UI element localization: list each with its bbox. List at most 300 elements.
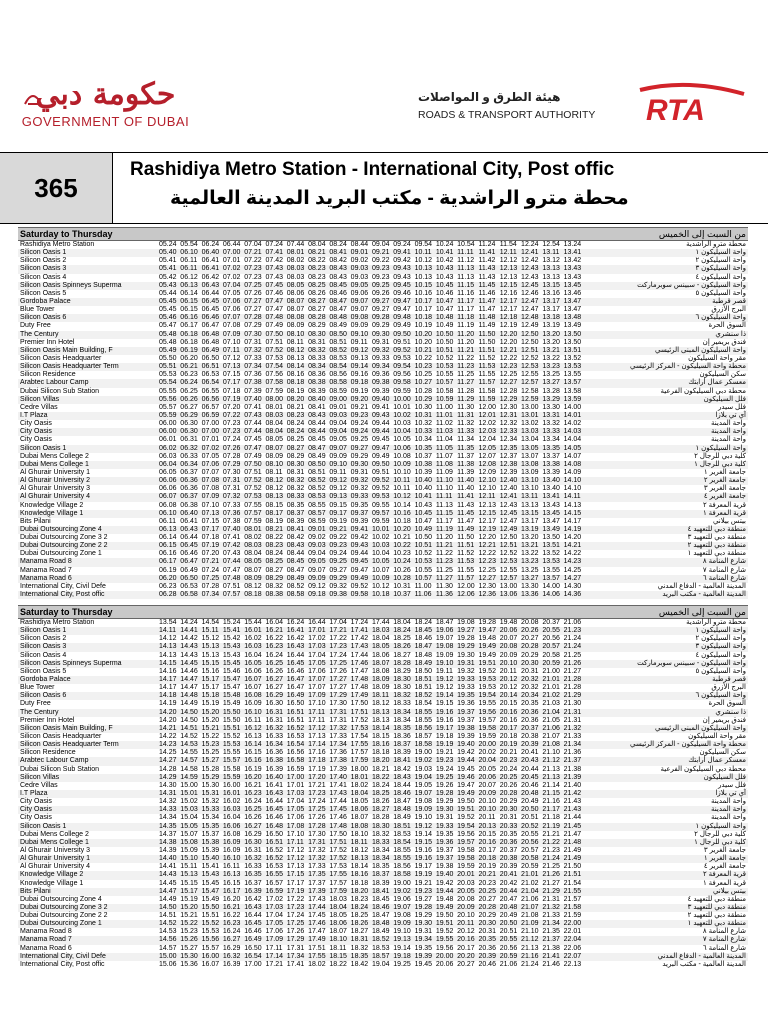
departure-time: 10.03 xyxy=(393,420,411,428)
departure-time: 19.21 xyxy=(414,879,433,887)
departure-time: 13.50 xyxy=(563,338,582,346)
departure-time: 20.59 xyxy=(521,863,539,871)
departure-time: 08.42 xyxy=(329,257,347,265)
departure-time: 08.03 xyxy=(265,411,284,419)
departure-time: 05.47 xyxy=(159,322,177,330)
departure-time: 09.41 xyxy=(393,249,411,257)
departure-time: 18.24 xyxy=(371,781,390,789)
table-row xyxy=(18,583,748,591)
departure-time: 06.11 xyxy=(159,517,176,525)
departure-time: 07.52 xyxy=(244,485,262,493)
departure-time: 19.12 xyxy=(414,822,433,830)
departure-time: 18.56 xyxy=(393,863,411,871)
departure-time: 18.37 xyxy=(371,871,390,879)
departure-time: 18.06 xyxy=(350,806,369,814)
departure-time: 15.43 xyxy=(201,871,220,879)
departure-time: 19.53 xyxy=(478,684,496,692)
departure-time: 18.49 xyxy=(414,659,433,667)
departure-times xyxy=(159,388,585,396)
departure-time: 19.31 xyxy=(435,814,454,822)
departure-times xyxy=(159,290,585,298)
departure-time: 21.40 xyxy=(563,781,582,789)
departure-time: 17.52 xyxy=(350,716,369,724)
departure-time: 17.30 xyxy=(308,830,326,838)
departure-time: 13.45 xyxy=(542,509,560,517)
departure-time: 11.13 xyxy=(435,501,453,509)
departure-time: 16.05 xyxy=(244,659,262,667)
table-row xyxy=(18,331,748,339)
departure-time: 07.28 xyxy=(244,314,262,322)
departure-time: 21.38 xyxy=(542,944,560,952)
departure-time: 17.23 xyxy=(286,903,305,911)
departure-time: 08.59 xyxy=(308,517,326,525)
departure-time: 08.46 xyxy=(329,289,347,297)
departure-time: 19.36 xyxy=(435,838,454,846)
departure-time: 12.45 xyxy=(499,509,518,517)
departure-time: 21.24 xyxy=(542,855,560,863)
departure-time: 13.37 xyxy=(542,452,560,460)
table-row xyxy=(18,355,748,363)
departure-time: 14.25 xyxy=(159,749,177,757)
departure-time: 17.50 xyxy=(329,830,347,838)
departure-time: 09.42 xyxy=(393,257,411,265)
departure-time: 08.49 xyxy=(329,322,347,330)
departure-time: 19.40 xyxy=(457,741,475,749)
departure-time: 11.47 xyxy=(478,297,496,305)
departure-time: 07.06 xyxy=(222,306,241,314)
departure-time: 09.00 xyxy=(329,395,347,403)
departure-time: 08.15 xyxy=(265,501,284,509)
departure-time: 08.12 xyxy=(286,346,305,354)
departure-time: 19.16 xyxy=(414,855,433,863)
departure-time: 06.44 xyxy=(222,241,241,248)
stop-name-arabic: واحة السيليكون ٥ xyxy=(695,667,746,675)
departure-time: 09.55 xyxy=(371,501,390,509)
departure-time: 08.32 xyxy=(286,485,305,493)
stop-name-arabic: منطقة دبي للتعهيد ٢ xyxy=(687,542,746,550)
departure-times xyxy=(159,627,585,635)
departure-time: 17.09 xyxy=(308,692,326,700)
departure-time: 16.27 xyxy=(222,936,241,944)
departure-time: 16.48 xyxy=(265,822,284,830)
departure-time: 19.08 xyxy=(435,643,454,651)
departure-time: 06.40 xyxy=(201,249,220,257)
departure-time: 07.39 xyxy=(244,387,262,395)
table-row xyxy=(18,502,748,510)
departure-time: 12.22 xyxy=(499,354,518,362)
stop-name-english: Al Ghurair University 4 xyxy=(20,493,91,501)
departure-time: 19.03 xyxy=(414,765,433,773)
departure-times xyxy=(159,912,585,920)
departure-time: 14.53 xyxy=(180,741,198,749)
departure-time: 07.32 xyxy=(222,493,241,501)
departure-time: 11.50 xyxy=(478,338,496,346)
departure-time: 15.58 xyxy=(222,765,241,773)
departure-time: 17.26 xyxy=(308,814,326,822)
departure-time: 19.07 xyxy=(393,903,411,911)
departure-time: 10.06 xyxy=(393,444,411,452)
departure-time: 21.35 xyxy=(542,928,560,936)
departure-time: 13.09 xyxy=(521,468,539,476)
departure-time: 14.16 xyxy=(159,667,177,675)
departure-time: 18.45 xyxy=(414,627,433,635)
departure-time: 15.02 xyxy=(180,798,198,806)
departure-time: 16.24 xyxy=(244,798,262,806)
departure-time: 21.25 xyxy=(542,863,560,871)
departure-time: 19.34 xyxy=(414,936,433,944)
table-row xyxy=(18,912,748,920)
departure-time: 18.13 xyxy=(371,716,390,724)
departure-times xyxy=(159,461,585,469)
departure-time: 05.40 xyxy=(159,249,177,257)
departure-time: 08.01 xyxy=(265,403,284,411)
departure-time: 18.28 xyxy=(393,659,411,667)
departure-times xyxy=(159,363,585,371)
departure-time: 09.39 xyxy=(371,387,390,395)
departure-time: 20.56 xyxy=(499,944,518,952)
departure-time: 07.42 xyxy=(265,257,284,265)
departure-time: 08.49 xyxy=(308,452,326,460)
departure-time: 21.27 xyxy=(563,667,582,675)
departure-time: 06.19 xyxy=(159,566,177,574)
departure-time: 09.58 xyxy=(350,591,369,599)
departure-time: 10.45 xyxy=(435,281,454,289)
departure-time: 08.25 xyxy=(308,281,326,289)
departure-time: 17.03 xyxy=(286,789,305,797)
departure-time: 15.09 xyxy=(180,846,198,854)
departure-time: 06.41 xyxy=(180,517,198,525)
departure-time: 05.24 xyxy=(159,241,177,248)
departure-time: 10.11 xyxy=(393,485,411,493)
departure-time: 09.37 xyxy=(350,509,369,517)
departure-time: 14.05 xyxy=(563,444,582,452)
departure-time: 19.14 xyxy=(435,692,454,700)
departure-time: 14.39 xyxy=(159,846,177,854)
departure-time: 05.54 xyxy=(180,241,198,248)
departure-time: 18.42 xyxy=(393,765,411,773)
departure-times xyxy=(159,257,585,265)
departure-times xyxy=(159,652,585,660)
stop-name-english: Al Ghurair University 4 xyxy=(20,863,91,871)
departure-time: 15.43 xyxy=(222,643,241,651)
departure-time: 07.24 xyxy=(222,436,241,444)
stop-name-english: Manama Road 7 xyxy=(20,936,72,944)
departure-time: 20.12 xyxy=(499,675,518,683)
departure-time: 13.11 xyxy=(542,249,560,257)
departure-time: 18.45 xyxy=(371,895,390,903)
stop-name-arabic: كلية دبي للرجال ٢ xyxy=(694,452,746,460)
table-row xyxy=(18,855,748,863)
departure-time: 16.33 xyxy=(244,863,262,871)
departure-time: 21.16 xyxy=(521,952,539,960)
departure-time: 19.21 xyxy=(435,749,454,757)
table-row xyxy=(18,453,748,461)
departure-time: 07.05 xyxy=(201,452,220,460)
departure-time: 20.51 xyxy=(499,928,518,936)
departure-time: 20.26 xyxy=(521,627,539,635)
departure-time: 16.32 xyxy=(244,855,262,863)
departure-time: 08.04 xyxy=(265,428,284,436)
departure-time: 06.50 xyxy=(201,354,220,362)
stop-name-english: Dubai Outsourcing Zone 1 xyxy=(20,920,102,928)
departure-time: 06.07 xyxy=(159,493,177,501)
departure-time: 19.02 xyxy=(393,887,411,895)
departure-time: 19.52 xyxy=(478,667,496,675)
departure-time: 09.43 xyxy=(393,265,411,273)
departure-time: 12.55 xyxy=(521,371,539,379)
departure-time: 19.42 xyxy=(435,879,454,887)
departure-time: 07.06 xyxy=(201,460,220,468)
departure-time: 10.25 xyxy=(414,371,433,379)
stop-name-english: Duty Free xyxy=(20,322,51,330)
departure-time: 20.37 xyxy=(521,724,539,732)
departure-time: 11.53 xyxy=(478,363,496,371)
departure-time: 19.57 xyxy=(457,838,475,846)
departure-time: 05.48 xyxy=(159,330,177,338)
departure-times xyxy=(159,936,585,944)
departure-time: 19.15 xyxy=(435,700,454,708)
timetable-section-afternoon xyxy=(18,605,748,969)
departure-time: 20.41 xyxy=(521,749,539,757)
departure-time: 17.45 xyxy=(308,912,326,920)
departure-time: 14.50 xyxy=(159,903,177,911)
departure-time: 13.23 xyxy=(542,363,560,371)
departure-time: 17.44 xyxy=(308,903,326,911)
departure-time: 15.33 xyxy=(201,806,220,814)
departure-time: 18.47 xyxy=(393,798,411,806)
departure-time: 07.43 xyxy=(265,273,284,281)
departure-time: 13.43 xyxy=(542,501,560,509)
stop-name-arabic: منطقة دبي للتعهيد ٤ xyxy=(687,525,746,533)
departure-time: 10.23 xyxy=(414,363,433,371)
departure-time: 22.07 xyxy=(563,952,582,960)
departure-time: 14.51 xyxy=(159,912,177,920)
departure-time: 17.07 xyxy=(308,675,326,683)
departure-times xyxy=(159,558,585,566)
departure-time: 20.05 xyxy=(457,887,475,895)
departure-time: 14.15 xyxy=(563,509,582,517)
departure-time: 18.08 xyxy=(350,822,369,830)
departure-time: 15.36 xyxy=(180,960,198,968)
departure-time: 13.59 xyxy=(563,395,582,403)
departure-time: 14.46 xyxy=(180,667,198,675)
departure-time: 17.59 xyxy=(329,887,347,895)
departure-time: 19.52 xyxy=(457,814,475,822)
departure-time: 09.33 xyxy=(350,493,369,501)
departure-time: 21.05 xyxy=(542,716,560,724)
departure-time: 10.12 xyxy=(393,493,411,501)
departure-time: 12.59 xyxy=(521,395,539,403)
stop-name-english: Silicon Oasis 3 xyxy=(20,643,67,651)
departure-time: 19.16 xyxy=(414,846,433,854)
departure-time: 19.37 xyxy=(457,708,475,716)
departure-time: 06.10 xyxy=(159,509,177,517)
stop-name-arabic: محطة دبي السيليكون الفرعية xyxy=(660,387,746,395)
departure-time: 19.17 xyxy=(414,863,433,871)
departure-time: 15.27 xyxy=(201,757,220,765)
departure-time: 19.37 xyxy=(435,846,454,854)
departure-times xyxy=(159,823,585,831)
departure-time: 07.00 xyxy=(201,420,220,428)
departure-time: 19.04 xyxy=(371,960,390,968)
departure-times xyxy=(159,534,585,542)
departure-time: 07.20 xyxy=(222,403,241,411)
departure-time: 06.12 xyxy=(180,273,198,281)
stop-name-arabic: واحة السيليكون ١ xyxy=(695,627,746,635)
departure-time: 07.20 xyxy=(201,550,220,558)
departure-time: 07.33 xyxy=(244,354,262,362)
departure-time: 07.27 xyxy=(244,306,262,314)
stop-name-arabic: المدينة العالمية - مكتب البريد xyxy=(662,960,746,968)
departure-time: 11.15 xyxy=(457,281,475,289)
departure-time: 07.28 xyxy=(201,582,220,590)
table-row xyxy=(18,725,748,733)
departure-time: 19.51 xyxy=(457,806,475,814)
departure-time: 19.07 xyxy=(414,789,433,797)
departure-time: 18.55 xyxy=(393,855,411,863)
departure-time: 20.42 xyxy=(499,879,518,887)
departure-time: 16.46 xyxy=(265,814,284,822)
departure-time: 21.43 xyxy=(563,798,582,806)
departure-time: 14.28 xyxy=(159,765,177,773)
departure-time: 21.12 xyxy=(521,936,539,944)
departure-time: 10.53 xyxy=(435,363,454,371)
stop-name-english: I.T Plaza xyxy=(20,411,48,419)
departure-time: 19.48 xyxy=(499,619,518,626)
stop-name-arabic: واحة المدينة xyxy=(711,798,746,806)
departure-time: 20.27 xyxy=(478,895,496,903)
departure-time: 15.37 xyxy=(201,830,220,838)
departure-time: 09.58 xyxy=(393,379,411,387)
departure-time: 17.41 xyxy=(329,781,347,789)
departure-time: 12.15 xyxy=(499,281,518,289)
departure-time: 18.31 xyxy=(350,936,369,944)
departure-time: 19.51 xyxy=(435,920,454,928)
departure-time: 19.54 xyxy=(478,692,496,700)
departure-time: 20.18 xyxy=(499,732,518,740)
departure-time: 05.48 xyxy=(159,338,177,346)
departure-time: 21.13 xyxy=(542,765,560,773)
departure-time: 11.52 xyxy=(457,550,475,558)
departure-time: 19.24 xyxy=(435,765,454,773)
departure-time: 15.17 xyxy=(180,887,198,895)
departure-time: 11.11 xyxy=(435,493,453,501)
departure-time: 16.19 xyxy=(244,765,262,773)
departure-time: 18.27 xyxy=(371,806,390,814)
departure-time: 09.29 xyxy=(350,452,369,460)
departure-time: 14.01 xyxy=(563,411,582,419)
departure-time: 19.11 xyxy=(435,667,453,675)
departure-time: 16.34 xyxy=(265,741,284,749)
departure-time: 19.35 xyxy=(414,944,433,952)
departure-time: 16.44 xyxy=(308,619,326,626)
departure-time: 09.52 xyxy=(350,582,369,590)
departure-time: 12.47 xyxy=(521,306,539,314)
departure-time: 13.15 xyxy=(521,509,539,517)
stop-name-english: Silicon Villas xyxy=(20,395,60,403)
departure-time: 16.14 xyxy=(244,741,262,749)
departure-time: 14.22 xyxy=(563,550,582,558)
departure-time: 11.36 xyxy=(435,591,453,599)
stop-name-english: Manama Road 8 xyxy=(20,928,72,936)
departure-time: 21.08 xyxy=(542,741,560,749)
departure-time: 20.20 xyxy=(457,952,475,960)
departure-time: 16.22 xyxy=(222,912,241,920)
departure-time: 19.56 xyxy=(478,708,496,716)
departure-time: 19.15 xyxy=(414,838,433,846)
departure-time: 17.48 xyxy=(350,684,369,692)
departure-time: 06.42 xyxy=(201,273,220,281)
departure-time: 10.52 xyxy=(414,550,433,558)
departure-time: 16.07 xyxy=(244,675,262,683)
table-row xyxy=(18,928,748,936)
departure-time: 15.38 xyxy=(201,838,220,846)
stop-name-arabic: منطقة دبي للتعهيد ١ xyxy=(687,550,746,558)
departure-time: 18.42 xyxy=(350,960,369,968)
stop-name-arabic: فلل سيدر xyxy=(718,781,746,789)
departure-time: 07.12 xyxy=(222,354,241,362)
departure-time: 08.07 xyxy=(244,566,262,574)
departure-time: 19.13 xyxy=(393,936,411,944)
departure-time: 06.59 xyxy=(201,411,220,419)
departure-time: 14.55 xyxy=(180,749,198,757)
departure-time: 11.19 xyxy=(435,525,453,533)
departure-time: 16.21 xyxy=(222,903,241,911)
departure-time: 07.27 xyxy=(244,297,262,305)
departure-time: 13.47 xyxy=(563,297,582,305)
departure-time: 14.35 xyxy=(159,822,177,830)
dubai-emblem-icon xyxy=(22,86,44,108)
departure-time: 20.46 xyxy=(478,960,496,968)
departure-time: 15.44 xyxy=(244,619,262,626)
departure-time: 16.25 xyxy=(265,659,284,667)
stop-name-arabic: فلل السيليكون xyxy=(703,773,746,781)
departure-time: 07.43 xyxy=(244,411,262,419)
departure-time: 08.05 xyxy=(244,558,262,566)
departure-time: 20.08 xyxy=(521,619,539,626)
departure-time: 07.02 xyxy=(222,273,241,281)
departure-time: 05.45 xyxy=(159,306,177,314)
departure-time: 09.43 xyxy=(371,411,390,419)
departure-time: 18.07 xyxy=(350,814,369,822)
departure-time: 12.40 xyxy=(499,485,518,493)
departure-time: 21.07 xyxy=(521,903,539,911)
departure-time: 11.47 xyxy=(478,306,496,314)
departure-time: 13.57 xyxy=(563,379,582,387)
departure-time: 08.12 xyxy=(265,477,284,485)
departure-time: 18.47 xyxy=(435,619,454,626)
departure-time: 10.58 xyxy=(435,387,454,395)
stop-name-english: Rashidiya Metro Station xyxy=(20,241,95,248)
stop-name-english: Silicon Oasis 1 xyxy=(20,249,67,257)
departure-time: 16.39 xyxy=(244,887,262,895)
departure-time: 10.08 xyxy=(393,452,411,460)
departure-time: 21.46 xyxy=(542,960,560,968)
table-row xyxy=(18,445,748,453)
stop-name-arabic: سكن السيليكون xyxy=(699,749,746,757)
departure-time: 12.19 xyxy=(478,525,496,533)
stop-name-arabic: واحة السيليكون ٦ xyxy=(695,314,746,322)
departure-time: 18.53 xyxy=(393,830,411,838)
stop-name-arabic: المدينة العالمية - مكتب البريد xyxy=(662,591,746,599)
departure-time: 21.24 xyxy=(563,643,582,651)
departure-time: 10.29 xyxy=(414,395,433,403)
departure-time: 19.18 xyxy=(393,952,411,960)
table-row xyxy=(18,493,748,501)
departure-time: 08.18 xyxy=(286,379,305,387)
departure-time: 12.46 xyxy=(521,289,539,297)
departure-time: 21.31 xyxy=(563,716,582,724)
